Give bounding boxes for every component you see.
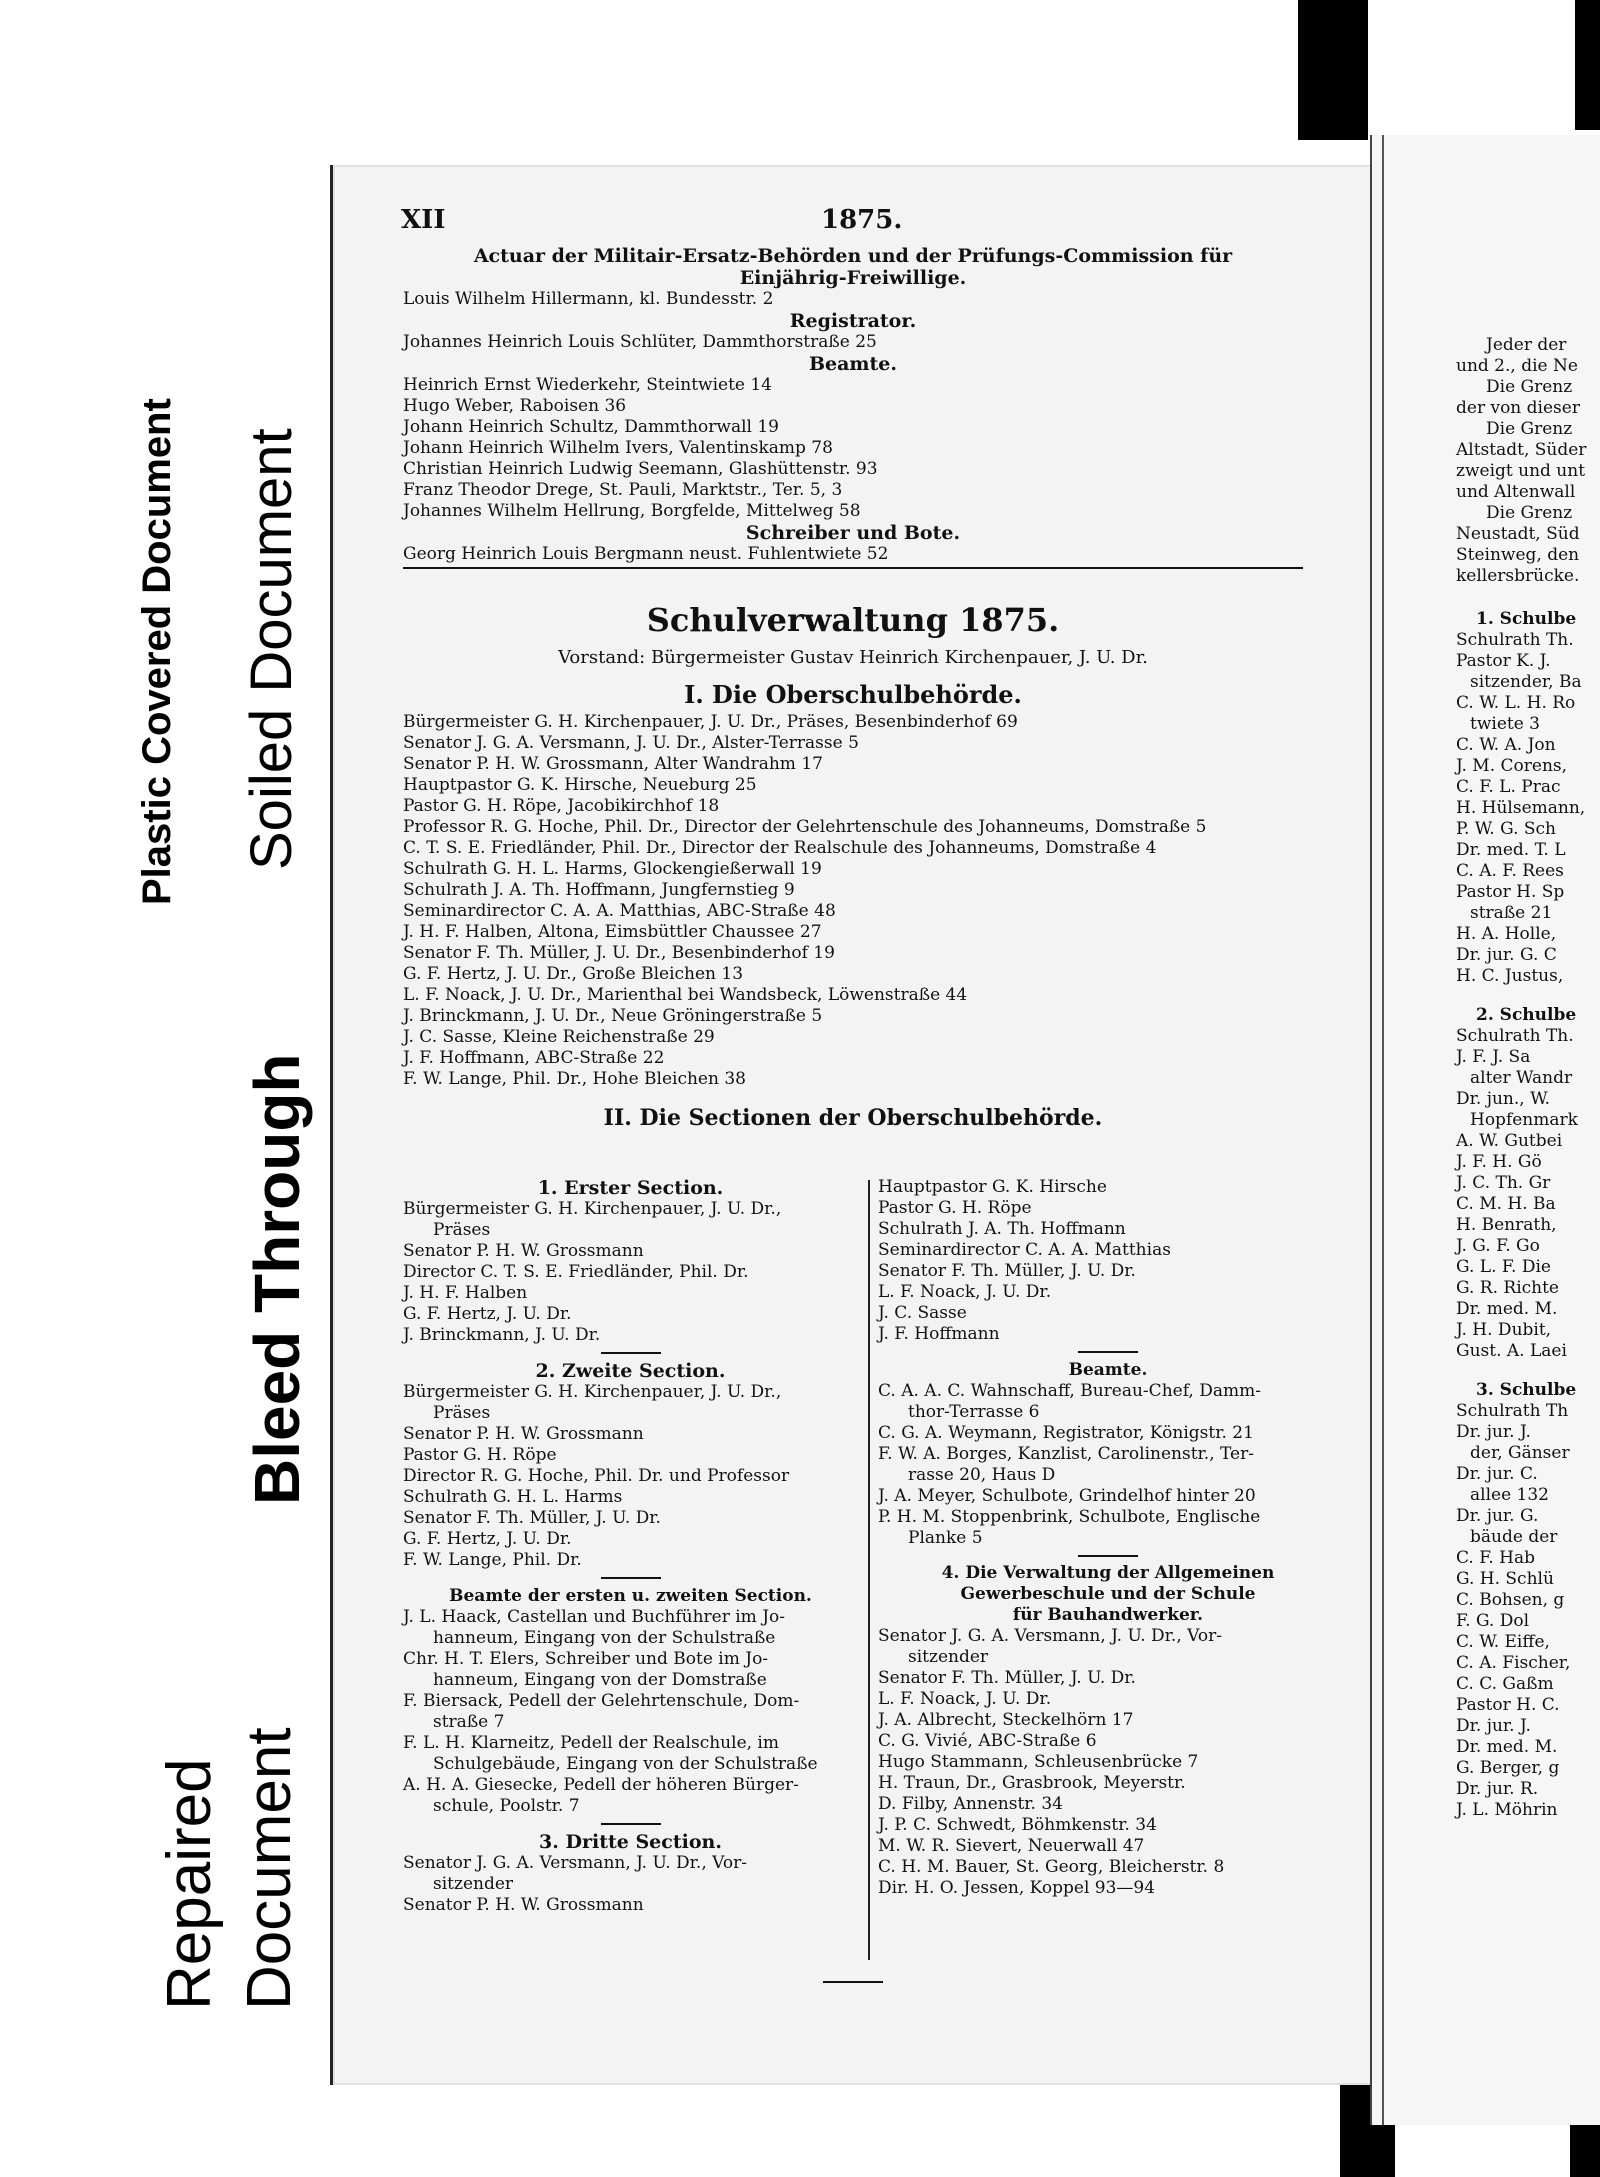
list-item: hanneum, Eingang von der Domstraße — [433, 1670, 767, 1690]
page-gutter — [1372, 135, 1384, 2125]
divider — [403, 567, 1303, 569]
page-header — [401, 205, 1281, 239]
list-item: Hopfenmark — [1470, 1110, 1578, 1130]
list-item: L. F. Noack, J. U. Dr. — [878, 1282, 1052, 1302]
list-item: J. L. Haack, Castellan und Buchführer im Jo- — [403, 1607, 786, 1627]
list-item: Die Grenz — [1486, 419, 1573, 439]
list-item: C. M. H. Ba — [1456, 1194, 1556, 1214]
list-item: Director R. G. Hoche, Phil. Dr. und Professor — [403, 1466, 790, 1486]
sectionen-heading: II. Die Sectionen der Oberschulbehörde. — [603, 1105, 1103, 1131]
list-item: J. G. F. Go — [1456, 1236, 1540, 1256]
list-item: Gust. A. Laei — [1456, 1341, 1567, 1361]
list-item: J. C. Th. Gr — [1456, 1173, 1551, 1193]
list-item: F. G. Dol — [1456, 1611, 1530, 1631]
list-item: L. F. Noack, J. U. Dr., Marienthal bei Wandsbeck, Löwenstraße 44 — [403, 985, 968, 1005]
actuar-name: Louis Wilhelm Hillermann, kl. Bundesstr. 2 — [403, 289, 774, 309]
list-item: A. H. A. Giesecke, Pedell der höheren Bürger- — [403, 1775, 799, 1795]
list-item: G. F. Hertz, J. U. Dr., Große Bleichen 13 — [403, 964, 744, 984]
schulverwaltung-section — [403, 600, 1303, 1134]
list-item: Senator J. G. A. Versmann, J. U. Dr., Vor- — [403, 1853, 747, 1873]
divider — [601, 1823, 661, 1825]
divider — [601, 1577, 661, 1579]
list-item: Senator P. H. W. Grossmann, Alter Wandrahm 17 — [403, 754, 823, 774]
plastic-covered-label: Plastic Covered Document — [135, 398, 179, 905]
list-item: C. F. Hab — [1456, 1548, 1536, 1568]
list-item: M. W. R. Sievert, Neuerwall 47 — [878, 1836, 1145, 1856]
list-item: sitzender — [433, 1874, 514, 1894]
list-item: Bürgermeister G. H. Kirchenpauer, J. U. Dr., Präses, Besenbinderhof 69 — [403, 712, 1018, 732]
list-item: P. H. M. Stoppenbrink, Schulbote, Englische — [878, 1507, 1261, 1527]
list-item: C. A. F. Rees — [1456, 861, 1564, 881]
list-item: Planke 5 — [908, 1528, 983, 1548]
list-item: und 2., die Ne — [1456, 356, 1578, 376]
list-item: H. Traun, Dr., Grasbrook, Meyerstr. — [878, 1773, 1186, 1793]
list-item: Seminardirector C. A. A. Matthias — [878, 1240, 1171, 1260]
list-item: Dr. jur. G. — [1456, 1506, 1539, 1526]
beamte-12-heading: Beamte der ersten u. zweiten Section. — [449, 1586, 812, 1606]
list-item: Die Grenz — [1486, 503, 1573, 523]
registrator-heading: Registrator. — [789, 310, 917, 332]
list-item: D. Filby, Annenstr. 34 — [878, 1794, 1063, 1814]
list-item: alter Wandr — [1470, 1068, 1573, 1088]
list-item: hanneum, Eingang von der Schulstraße — [433, 1628, 776, 1648]
list-item: Senator F. Th. Müller, J. U. Dr., Besenbinderhof 19 — [403, 943, 835, 963]
list-item: Professor R. G. Hoche, Phil. Dr., Director der Gelehrtenschule des Johanneums, Domstraße 5 — [403, 817, 1207, 837]
list-item: Pastor K. J. — [1456, 651, 1551, 671]
list-item: Dr. jur. J. — [1456, 1716, 1531, 1736]
document-page — [330, 165, 1373, 2085]
list-item: twiete 3 — [1470, 714, 1540, 734]
facing-page-text — [1456, 335, 1600, 1821]
list-item: F. W. Lange, Phil. Dr. — [403, 1550, 582, 1570]
list-item: C. F. L. Prac — [1456, 777, 1561, 797]
section-title: Schulverwaltung 1875. — [646, 601, 1060, 639]
facing-heading-1: 1. Schulbe — [1476, 609, 1577, 629]
list-item: C. A. Fischer, — [1456, 1653, 1571, 1673]
list-item: Hugo Weber, Raboisen 36 — [403, 396, 627, 416]
list-item: G. H. Schlü — [1456, 1569, 1554, 1589]
page-year: 1875. — [821, 205, 903, 235]
black-tab-top — [1298, 0, 1368, 140]
section-3-heading: 3. Dritte Section. — [539, 1831, 722, 1853]
list-item: Steinweg, den — [1456, 545, 1580, 565]
list-item: Schulrath G. H. L. Harms, Glockengießerwall 19 — [403, 859, 822, 879]
bleed-through-label: Bleed Through — [241, 1053, 313, 1505]
list-item: der, Gänser — [1470, 1443, 1570, 1463]
list-item: Präses — [433, 1403, 491, 1423]
list-item: F. W. Lange, Phil. Dr., Hohe Bleichen 38 — [403, 1069, 746, 1089]
list-item: C. W. Eiffe, — [1456, 1632, 1550, 1652]
list-item: Dr. med. M. — [1456, 1299, 1558, 1319]
list-item: J. A. Meyer, Schulbote, Grindelhof hinter 20 — [878, 1486, 1256, 1506]
page-number: XII — [401, 205, 446, 235]
list-item: sitzender, Ba — [1470, 672, 1582, 692]
list-item: Senator F. Th. Müller, J. U. Dr. — [878, 1261, 1136, 1281]
oberschulbehoerde-heading: I. Die Oberschulbehörde. — [684, 680, 1022, 709]
list-item: J. F. H. Gö — [1456, 1152, 1542, 1172]
list-item: G. F. Hertz, J. U. Dr. — [403, 1304, 572, 1324]
list-item: kellersbrücke. — [1456, 566, 1580, 586]
divider — [823, 1981, 883, 1983]
list-item: F. Biersack, Pedell der Gelehrtenschule, Dom- — [403, 1691, 800, 1711]
list-item: J. C. Sasse — [878, 1303, 967, 1323]
list-item: Schulrath Th. — [1456, 630, 1574, 650]
list-item: G. F. Hertz, J. U. Dr. — [403, 1529, 572, 1549]
list-item: G. R. Richte — [1456, 1278, 1559, 1298]
list-item: J. H. Dubit, — [1456, 1320, 1552, 1340]
section-4-heading-3: für Bauhandwerker. — [1012, 1605, 1204, 1625]
list-item: Senator F. Th. Müller, J. U. Dr. — [403, 1508, 661, 1528]
list-item: Senator P. H. W. Grossmann — [403, 1895, 644, 1915]
list-item: Schulrath Th. — [1456, 1026, 1574, 1046]
column-separator — [868, 1180, 870, 1960]
list-item: Die Grenz — [1486, 377, 1573, 397]
list-item: Hauptpastor G. K. Hirsche — [878, 1177, 1107, 1197]
list-item: Dr. med. M. — [1456, 1737, 1558, 1757]
list-item: Altstadt, Süder — [1456, 440, 1587, 460]
list-item: Dr. jur. C. — [1456, 1464, 1538, 1484]
list-item: C. C. Gaßm — [1456, 1674, 1554, 1694]
divider — [1078, 1555, 1138, 1557]
list-item: Senator P. H. W. Grossmann — [403, 1241, 644, 1261]
registrator-name: Johannes Heinrich Louis Schlüter, Dammthorstraße 25 — [403, 332, 877, 352]
list-item: Schulrath G. H. L. Harms — [403, 1487, 623, 1507]
facing-heading-3: 3. Schulbe — [1476, 1380, 1577, 1400]
list-item: J. Brinckmann, J. U. Dr., Neue Gröningerstraße 5 — [403, 1006, 823, 1026]
list-item: J. P. C. Schwedt, Böhmkenstr. 34 — [878, 1815, 1157, 1835]
list-item: J. A. Albrecht, Steckelhörn 17 — [878, 1710, 1134, 1730]
list-item: Director C. T. S. E. Friedländer, Phil. Dr. — [403, 1262, 749, 1282]
list-item: Senator J. G. A. Versmann, J. U. Dr., Alster-Terrasse 5 — [403, 733, 859, 753]
list-item: Chr. H. T. Elers, Schreiber und Bote im Jo- — [403, 1649, 769, 1669]
list-item: Schulrath J. A. Th. Hoffmann, Jungfernstieg 9 — [403, 880, 795, 900]
list-item: C. Bohsen, g — [1456, 1590, 1565, 1610]
list-item: F. W. A. Borges, Kanzlist, Carolinenstr., Ter- — [878, 1444, 1254, 1464]
list-item: Senator J. G. A. Versmann, J. U. Dr., Vor- — [878, 1626, 1222, 1646]
list-item: Dr. jun., W. — [1456, 1089, 1550, 1109]
list-item: G. L. F. Die — [1456, 1257, 1551, 1277]
list-item: J. C. Sasse, Kleine Reichenstraße 29 — [403, 1027, 715, 1047]
divider — [1078, 1351, 1138, 1353]
list-item: H. A. Holle, — [1456, 924, 1557, 944]
list-item: P. W. G. Sch — [1456, 819, 1557, 839]
list-item: Pastor G. H. Röpe — [878, 1198, 1032, 1218]
section-4-heading: 4. Die Verwaltung der Allgemeinen — [941, 1563, 1275, 1583]
section-4-heading-2: Gewerbeschule und der Schule — [960, 1584, 1256, 1604]
list-item: C. G. Vivié, ABC-Straße 6 — [878, 1731, 1097, 1751]
actuar-title-2: Einjährig-Freiwillige. — [739, 267, 967, 289]
repaired-document-label: Repaired Document — [155, 1727, 304, 2010]
list-item: G. Berger, g — [1456, 1758, 1560, 1778]
list-item: Seminardirector C. A. A. Matthias, ABC-Straße 48 — [403, 901, 836, 921]
black-tab-right-top — [1575, 0, 1600, 130]
list-item: Heinrich Ernst Wiederkehr, Steintwiete 14 — [403, 375, 773, 395]
list-item: Johann Heinrich Wilhelm Ivers, Valentinskamp 78 — [403, 438, 833, 458]
list-item: Dr. med. T. L — [1456, 840, 1566, 860]
list-item: Schulgebäude, Eingang von der Schulstraße — [433, 1754, 818, 1774]
list-item: J. F. Hoffmann, ABC-Straße 22 — [403, 1048, 665, 1068]
list-item: thor-Terrasse 6 — [908, 1402, 1040, 1422]
list-item: Pastor H. Sp — [1456, 882, 1565, 902]
list-item: Schulrath J. A. Th. Hoffmann — [878, 1219, 1126, 1239]
list-item: Dr. jur. G. C — [1456, 945, 1557, 965]
list-item: Christian Heinrich Ludwig Seemann, Glashüttenstr. 93 — [403, 459, 878, 479]
list-item: der von dieser — [1456, 398, 1580, 418]
list-item: Dir. H. O. Jessen, Koppel 93—94 — [878, 1878, 1156, 1898]
list-item: und Altenwall — [1456, 482, 1576, 502]
list-item: C. W. L. H. Ro — [1456, 693, 1576, 713]
list-item: Johann Heinrich Schultz, Dammthorwall 19 — [403, 417, 779, 437]
schreiber-heading: Schreiber und Bote. — [745, 522, 961, 544]
list-item: Neustadt, Süd — [1456, 524, 1580, 544]
list-item: J. F. J. Sa — [1456, 1047, 1531, 1067]
list-item: C. A. A. C. Wahnschaff, Bureau-Chef, Damm- — [878, 1381, 1261, 1401]
soiled-document-label: Soiled Document — [239, 428, 304, 870]
section-2-heading: 2. Zweite Section. — [535, 1360, 726, 1382]
list-item: F. L. H. Klarneitz, Pedell der Realschule, im — [403, 1733, 779, 1753]
list-item: C. T. S. E. Friedländer, Phil. Dr., Director der Realschule des Johanneums, Domstraße 4 — [403, 838, 1157, 858]
list-item: Dr. jur. R. — [1456, 1779, 1539, 1799]
beamte-list — [403, 375, 1303, 522]
list-item: Pastor G. H. Röpe, Jacobikirchhof 18 — [403, 796, 720, 816]
oberschulbehoerde-list — [403, 712, 1303, 1090]
list-item: A. W. Gutbei — [1456, 1131, 1563, 1151]
list-item: Senator F. Th. Müller, J. U. Dr. — [878, 1668, 1136, 1688]
list-item: schule, Poolstr. 7 — [433, 1796, 580, 1816]
list-item: Jeder der — [1486, 335, 1567, 355]
list-item: J. Brinckmann, J. U. Dr. — [403, 1325, 601, 1345]
list-item: J. M. Corens, — [1456, 756, 1568, 776]
list-item: C. G. A. Weymann, Registrator, Königstr. 21 — [878, 1423, 1254, 1443]
list-item: J. H. F. Halben, Altona, Eimsbüttler Chaussee 27 — [403, 922, 822, 942]
list-item: Dr. jur. J. — [1456, 1422, 1531, 1442]
list-item: C. W. A. Jon — [1456, 735, 1556, 755]
actuar-title: Actuar der Militair-Ersatz-Behörden und der Prüfungs-Commission für — [473, 245, 1233, 267]
beamte-heading-right: Beamte. — [1068, 1360, 1148, 1380]
list-item: J. H. F. Halben — [403, 1283, 528, 1303]
vorstand: Vorstand: Bürgermeister Gustav Heinrich Kirchenpauer, J. U. Dr. — [558, 647, 1148, 668]
list-item: bäude der — [1470, 1527, 1558, 1547]
list-item: Franz Theodor Drege, St. Pauli, Marktstr., Ter. 5, 3 — [403, 480, 843, 500]
list-item: C. H. M. Bauer, St. Georg, Bleicherstr. 8 — [878, 1857, 1225, 1877]
list-item: allee 132 — [1470, 1485, 1549, 1505]
list-item: Hugo Stammann, Schleusenbrücke 7 — [878, 1752, 1199, 1772]
list-item: Präses — [433, 1220, 491, 1240]
sections-right-column — [878, 1177, 1338, 1899]
sections-left-column — [403, 1177, 858, 1916]
list-item: H. C. Justus, — [1456, 966, 1564, 986]
facing-heading-2: 2. Schulbe — [1476, 1005, 1577, 1025]
list-item: rasse 20, Haus D — [908, 1465, 1056, 1485]
list-item: Pastor H. C. — [1456, 1695, 1560, 1715]
list-item: Bürgermeister G. H. Kirchenpauer, J. U. Dr., — [403, 1199, 782, 1219]
divider — [601, 1352, 661, 1354]
list-item: L. F. Noack, J. U. Dr. — [878, 1689, 1052, 1709]
list-item: sitzender — [908, 1647, 989, 1667]
list-item: H. Benrath, — [1456, 1215, 1557, 1235]
list-item: J. L. Möhrin — [1456, 1800, 1558, 1820]
list-item: H. Hülsemann, — [1456, 798, 1586, 818]
list-item: Schulrath Th — [1456, 1401, 1569, 1421]
list-item: Hauptpastor G. K. Hirsche, Neueburg 25 — [403, 775, 757, 795]
section-1-heading: 1. Erster Section. — [537, 1177, 724, 1199]
list-item: Senator P. H. W. Grossmann — [403, 1424, 644, 1444]
list-item: J. F. Hoffmann — [878, 1324, 1000, 1344]
list-item: straße 7 — [433, 1712, 505, 1732]
beamte-heading: Beamte. — [808, 353, 898, 375]
schreiber-name: Georg Heinrich Louis Bergmann neust. Fuhlentwiete 52 — [403, 544, 889, 564]
list-item: straße 21 — [1470, 903, 1553, 923]
list-item: Pastor G. H. Röpe — [403, 1445, 557, 1465]
facing-page-fragment — [1370, 135, 1600, 2125]
list-item: Bürgermeister G. H. Kirchenpauer, J. U. Dr., — [403, 1382, 782, 1402]
list-item: Johannes Wilhelm Hellrung, Borgfelde, Mittelweg 58 — [403, 501, 861, 521]
list-item: zweigt und unt — [1456, 461, 1586, 481]
top-section — [403, 245, 1303, 569]
